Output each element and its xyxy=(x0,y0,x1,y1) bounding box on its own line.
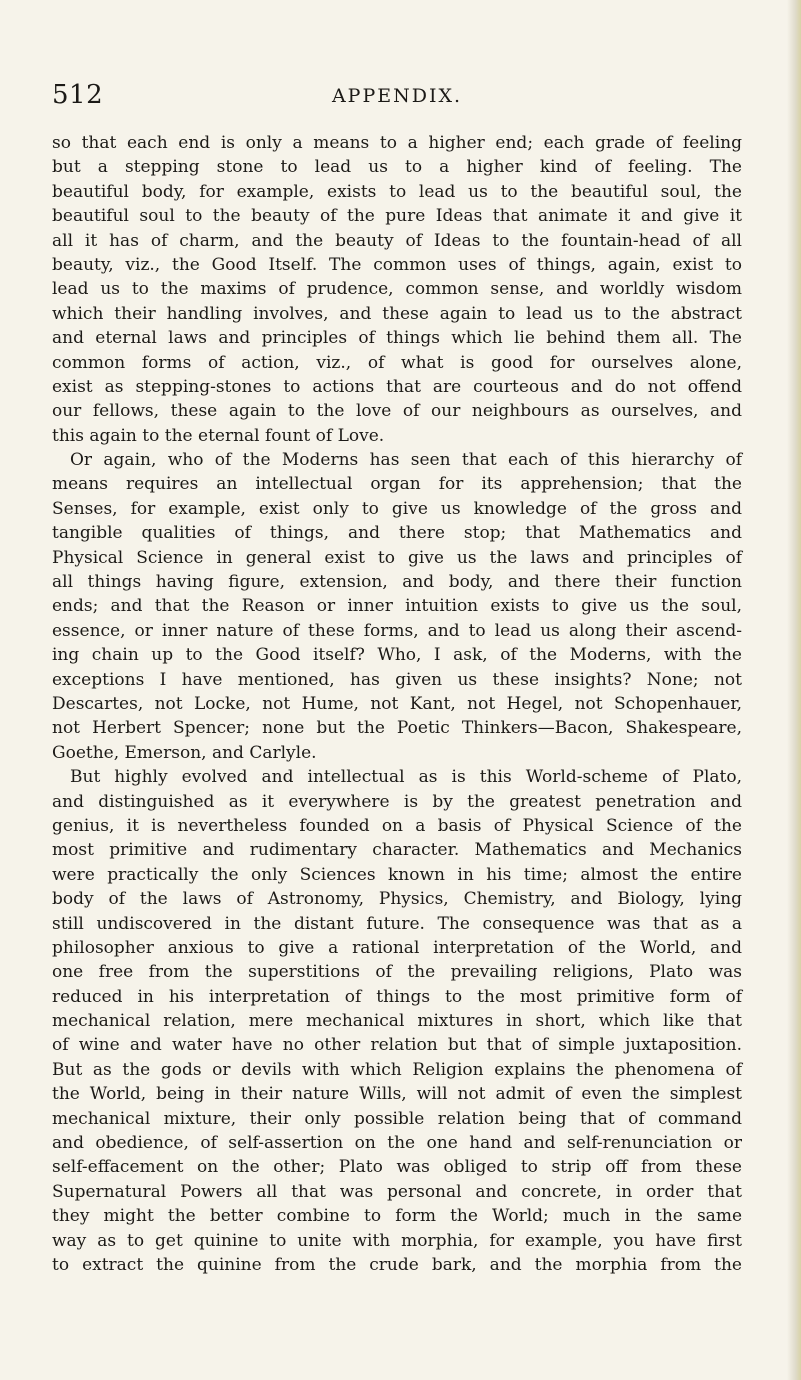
text-line: beauty, viz., the Good Itself. The common uses of things, again, exist to xyxy=(52,254,742,275)
text-line: tangible qualities of things, and there stop; that Mathematics and xyxy=(52,523,742,544)
page-number: 512 xyxy=(52,80,104,110)
paragraph-start-line: Or again, who of the Moderns has seen that each of this hierarchy of xyxy=(70,450,742,471)
text-line: exceptions I have mentioned, has given us these insights? None; not xyxy=(52,669,742,690)
running-head: APPENDIX. xyxy=(331,85,463,107)
text-line: genius, it is nevertheless founded on a basis of Physical Science of the xyxy=(52,815,742,836)
text-line: the World, being in their nature Wills, will not admit of even the simplest xyxy=(52,1084,742,1105)
text-line: lead us to the maxims of prudence, common sense, and worldly wisdom xyxy=(52,279,742,300)
text-line: all it has of charm, and the beauty of Ideas to the fountain-head of all xyxy=(52,230,742,251)
page-edge-shadow xyxy=(787,0,801,1380)
text-line: beautiful soul to the beauty of the pure Ideas that animate it and give it xyxy=(52,206,742,227)
text-line: and eternal laws and principles of things which lie behind them all. The xyxy=(52,328,742,349)
text-line: Physical Science in general exist to give us the laws and principles of xyxy=(52,547,742,568)
text-line: way as to get quinine to unite with morphia, for example, you have first xyxy=(52,1230,742,1251)
text-line: exist as stepping-stones to actions that are courteous and do not offend xyxy=(52,376,742,397)
text-line: and distinguished as it everywhere is by the greatest penetration and xyxy=(52,791,742,812)
text-line: and obedience, of self-assertion on the one hand and self-renunciation or xyxy=(52,1133,742,1154)
text-line: they might the better combine to form the World; much in the same xyxy=(52,1206,742,1227)
body-text xyxy=(52,131,742,1277)
text-line: one free from the superstitions of the prevailing religions, Plato was xyxy=(52,962,742,983)
text-line: all things having figure, extension, and body, and there their function xyxy=(52,572,742,593)
text-line: But as the gods or devils with which Religion explains the phenomena of xyxy=(52,1059,742,1080)
text-line: but a stepping stone to lead us to a higher kind of feeling. The xyxy=(52,157,742,178)
text-line: so that each end is only a means to a higher end; each grade of feeling xyxy=(52,133,742,153)
text-line: still undiscovered in the distant future. The consequence was that as a xyxy=(52,913,742,934)
text-line: common forms of action, viz., of what is good for ourselves alone, xyxy=(52,352,742,373)
text-line: this again to the eternal fount of Love. xyxy=(52,425,385,446)
page-header xyxy=(52,80,742,120)
text-line: were practically the only Sciences known in his time; almost the entire xyxy=(52,864,742,885)
text-line: ing chain up to the Good itself? Who, I ask, of the Moderns, with the xyxy=(52,645,742,666)
text-line: Supernatural Powers all that was personal and concrete, in order that xyxy=(52,1181,742,1202)
text-line: ends; and that the Reason or inner intuition exists to give us the soul, xyxy=(52,596,742,617)
text-line: which their handling involves, and these again to lead us to the abstract xyxy=(52,303,742,324)
text-line: not Herbert Spencer; none but the Poetic Thinkers—Bacon, Shakespeare, xyxy=(52,718,742,739)
text-line: Descartes, not Locke, not Hume, not Kant, not Hegel, not Schopenhauer, xyxy=(52,693,742,714)
text-line: our fellows, these again to the love of our neighbours as ourselves, and xyxy=(52,401,742,422)
text-line: essence, or inner nature of these forms, and to lead us along their ascend- xyxy=(52,620,742,641)
text-line: of wine and water have no other relation but that of simple juxtaposition. xyxy=(52,1035,742,1056)
text-line: most primitive and rudimentary character. Mathematics and Mechanics xyxy=(52,840,742,861)
text-line: beautiful body, for example, exists to lead us to the beautiful soul, the xyxy=(52,181,742,202)
text-line: body of the laws of Astronomy, Physics, Chemistry, and Biology, lying xyxy=(52,889,742,910)
text-line: reduced in his interpretation of things to the most primitive form of xyxy=(52,986,742,1007)
text-line: philosopher anxious to give a rational interpretation of the World, and xyxy=(52,937,742,958)
text-line: Goethe, Emerson, and Carlyle. xyxy=(52,742,317,763)
text-line: self-effacement on the other; Plato was obliged to strip off from these xyxy=(52,1157,742,1178)
text-line: means requires an intellectual organ for its apprehension; that the xyxy=(52,474,742,495)
text-line: to extract the quinine from the crude bark, and the morphia from the xyxy=(52,1254,742,1275)
text-line: Senses, for example, exist only to give us knowledge of the gross and xyxy=(52,498,742,519)
paragraph-start-line: But highly evolved and intellectual as is this World-scheme of Plato, xyxy=(70,767,742,788)
text-line: mechanical mixture, their only possible relation being that of command xyxy=(52,1108,742,1129)
text-line: mechanical relation, mere mechanical mixtures in short, which like that xyxy=(52,1011,742,1032)
